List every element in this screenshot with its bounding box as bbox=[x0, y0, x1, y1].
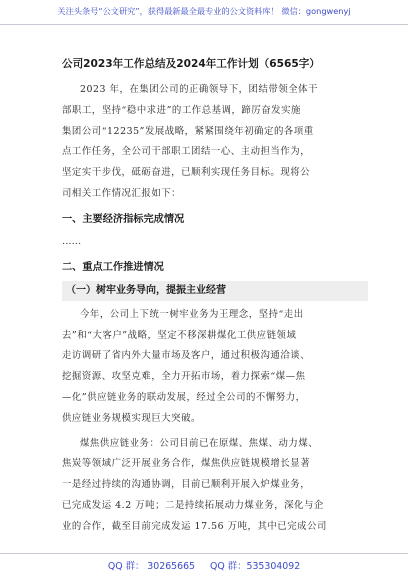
footer-contact bbox=[0, 553, 408, 572]
paragraph-2 bbox=[62, 305, 368, 430]
intro-line: 2023 年，在集团公司的正确领导下，团结带领全体干 bbox=[80, 84, 319, 95]
document-title: 公司2023年工作总结及2024年工作计划（6565字） bbox=[62, 58, 320, 70]
paragraph-line: 今年，公司上下统一树牢业务为王理念，坚持“走出 bbox=[80, 308, 304, 320]
paragraph-line: 挖掘资源、攻坚克难，全力开拓市场，着力探索“煤—焦 bbox=[62, 371, 306, 383]
section-heading-1: 一、主要经济指标完成情况 bbox=[62, 213, 185, 225]
footer-qq-group-2: QQ 群：535304092 bbox=[210, 561, 301, 572]
intro-line: 司相关工作情况汇报如下： bbox=[62, 187, 182, 199]
intro-paragraph bbox=[62, 80, 368, 205]
subsection-heading-1: （一）树牢业务导向，提振主业经营 bbox=[62, 281, 368, 301]
intro-line: 集团公司“12235”发展战略，紧紧围绕年初确定的各项重 bbox=[62, 125, 314, 137]
paragraph-3 bbox=[62, 434, 368, 538]
paragraph-line: 业的合作，截至目前完成发运 17.56 万吨，其中已完成公司 bbox=[62, 520, 327, 532]
intro-line: 点工作任务，全公司干部职工团结一心、主动担当作为， bbox=[62, 146, 311, 158]
paragraph-line: —化”供应链业务的联动发展，经过全公司的不懈努力， bbox=[62, 391, 306, 403]
ellipsis-text: …… bbox=[62, 235, 82, 247]
paragraph-line: 一是经过持续的沟通协调，目前已顺利开展入炉煤业务， bbox=[62, 479, 311, 491]
paragraph-line: 已完成发运 4.2 万吨；二是持续拓展动力煤业务，深化与企 bbox=[62, 499, 324, 511]
header-banner: 关注头条号“公文研究”，获得最新最全最专业的公文资料库！ 微信：gongwenyj bbox=[0, 6, 408, 25]
paragraph-line: 去”和“大客户”战略，坚定不移深耕煤化工供应链领域 bbox=[62, 329, 297, 341]
document-body bbox=[62, 56, 368, 538]
paragraph-line: 供应链业务规模实现巨大突破。 bbox=[62, 412, 201, 424]
footer-qq-group-1: QQ 群： 30265665 bbox=[107, 561, 196, 572]
intro-line: 部职工，坚持“稳中求进”的工作总基调，蹄厉奋发实施 bbox=[62, 104, 301, 116]
paragraph-line: 焦炭等领域广泛开展业务合作，煤焦供应链规模增长显著 bbox=[62, 458, 311, 470]
section-heading-2: 二、重点工作推进情况 bbox=[62, 261, 164, 273]
paragraph-line: 走访调研了省内外大量市场及客户，通过积极沟通洽谈、 bbox=[62, 350, 311, 362]
paragraph-line: 煤焦供应链业务：公司目前已在原煤、焦煤、动力煤、 bbox=[80, 437, 319, 449]
intro-line: 坚定实干步伐，砥砺奋进，已顺利实现任务目标。现将公 bbox=[62, 167, 311, 179]
